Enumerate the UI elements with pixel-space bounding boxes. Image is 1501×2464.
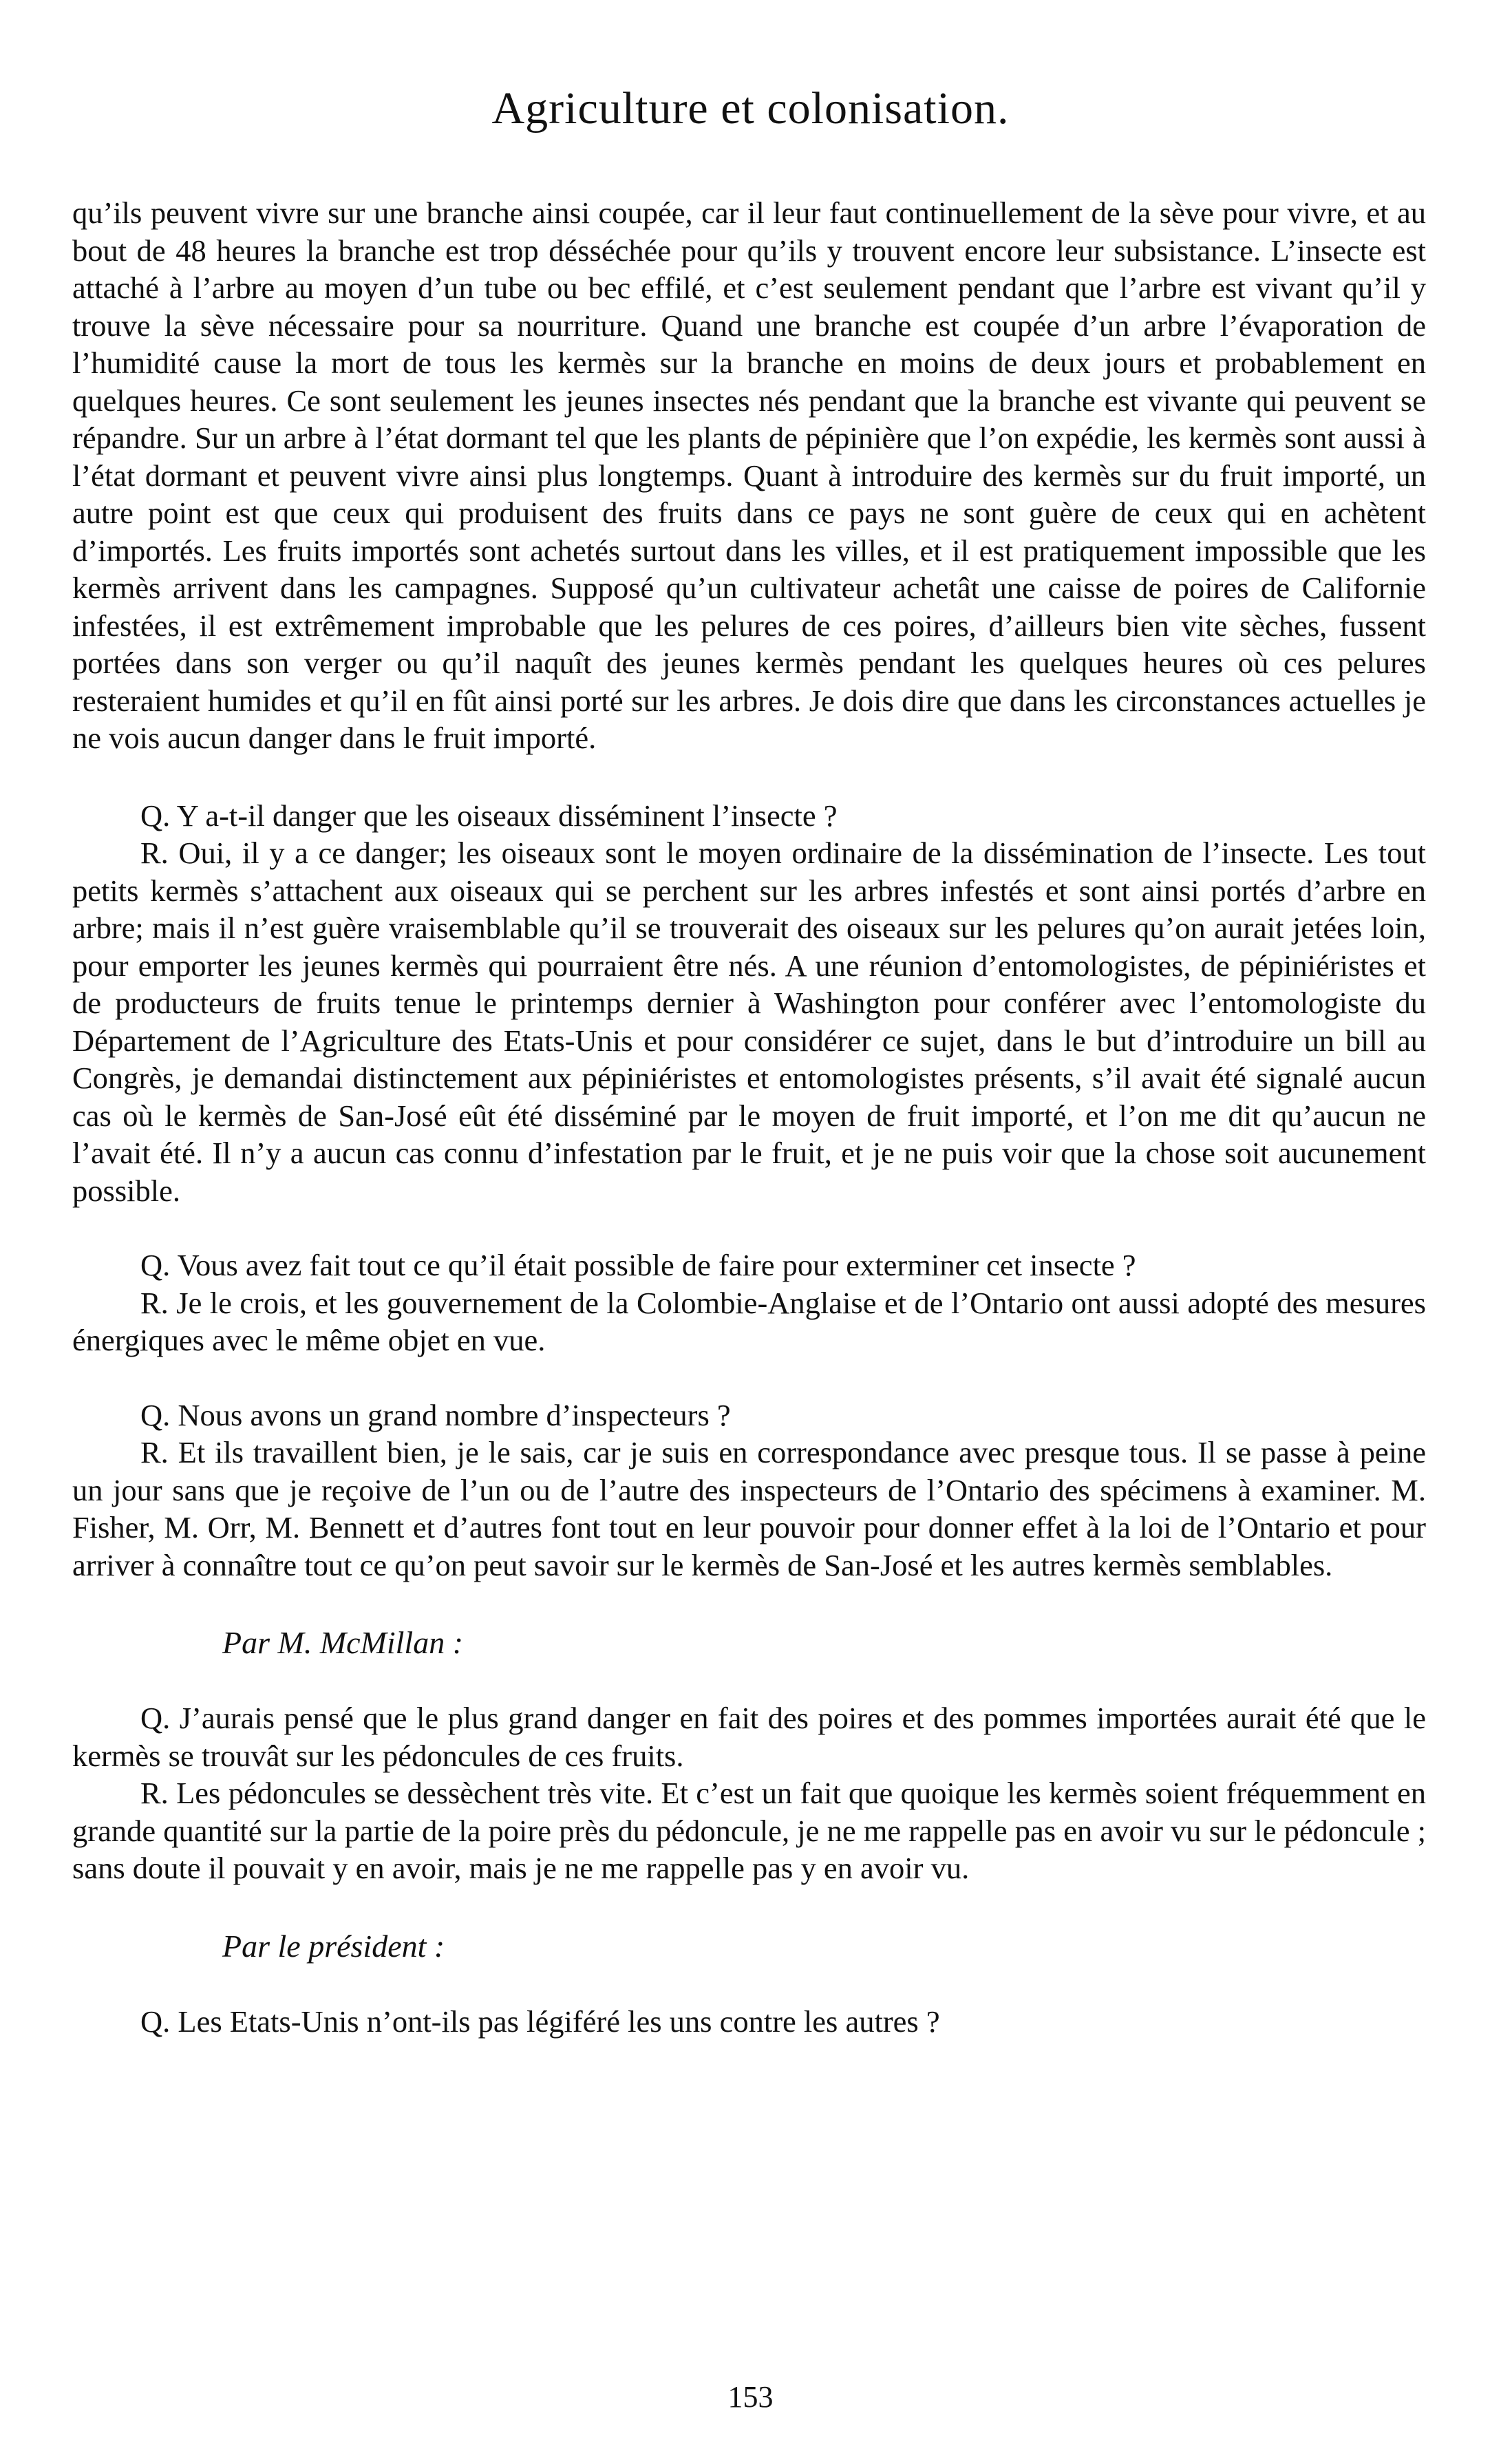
body-text	[72, 194, 1426, 2040]
question-inspectors: Q. Nous avons un grand nombre d’inspecteurs ?	[140, 1397, 731, 1432]
paragraph-continuation: qu’ils peuvent vivre sur une branche ainsi coupée, car il leur faut continuellement de la sève pour vivre, et au bout de 48 heures la branche est trop désséchée pour qu’ils y trouvent encore leur subsistance. L’insecte est attaché à l’arbre au moyen d’un tube ou bec effilé, et c’est seulement pendant que l’arbre est vivant qu’il y trouve la sève nécessaire pour sa nourriture. Quand une branche est coupée d’un arbre l’évaporation de l’humidité cause la mort de tous les kermès sur la branche en moins de deux jours et probablement en quelques heures. Ce sont seulement les jeunes insectes nés pendant que la branche est vivante qui peuvent se répandre. Sur un arbre à l’état dormant tel que les plants de pépinière que l’on expédie, les kermès sont aussi à l’état dormant et peuvent vivre ainsi plus longtemps. Quant à introduire des kermès sur du fruit importé, un autre point est que ceux qui produisent des fruits dans ce pays ne sont guère de ceux qui en achètent d’importés. Les fruits importés sont achetés surtout dans les villes, et il est pratiquement impossible que les kermès arrivent dans les campagnes. Supposé qu’un cultivateur achetât une caisse de poires de Californie infestées, il est extrêmement improbable que les pelures de ces poires, d’ailleurs bien vite sèches, fussent portées dans son verger ou qu’il naquît des jeunes kermès pendant les quelques heures où ces pelures resteraient humides et qu’il en fût ainsi porté sur les arbres. Je dois dire que dans les circonstances actuelles je ne vois aucun danger dans le fruit importé.	[72, 195, 1426, 755]
answer-stems: R. Les pédoncules se dessèchent très vite. Et c’est un fait que quoique les kermès soient fréquemment en grande quantité sur la partie de la poire près du pédoncule, je ne me rappelle pas en avoir vu sur le pédoncule ; sans doute il pouvait y en avoir, mais je ne me rappelle pas y en avoir vu.	[72, 1776, 1426, 1885]
question-legislation: Q. Les Etats-Unis n’ont-ils pas légiféré les uns contre les autres ?	[140, 2004, 940, 2039]
answer-exterminate: R. Je le crois, et les gouvernement de la Colombie-Anglaise et de l’Ontario ont aussi adopté des mesures énergiques avec le même objet en vue.	[72, 1285, 1426, 1357]
speaker-president: Par le président :	[222, 1928, 445, 1964]
answer-birds: R. Oui, il y a ce danger; les oiseaux sont le moyen ordinaire de la dissémination de l’insecte. Les tout petits kermès s’attachent aux oiseaux qui se perchent sur les arbres infestés et sont ainsi portés d’arbre en arbre; mais il n’est guère vraisemblable qu’il se trouverait des oiseaux sur les pelures qu’on aurait jetées loin, pour emporter les jeunes kermès qui pourraient être nés. A une réunion d’entomologistes, de pépiniéristes et de producteurs de fruits tenue le printemps dernier à Washington pour conférer avec l’entomologiste du Département de l’Agriculture des Etats-Unis et pour considérer ce sujet, dans le but d’introduire un bill au Congrès, je demandai distinctement aux pépiniéristes et entomologistes présents, s’il avait été signalé aucun cas où le kermès de San-José eût été disséminé par le moyen de fruit importé, et l’on me dit qu’aucun ne l’avait été. Il n’y a aucun cas connu d’infestation par le fruit, et je ne puis voir que la chose soit aucunement possible.	[72, 836, 1426, 1208]
answer-inspectors: R. Et ils travaillent bien, je le sais, car je suis en correspondance avec presque tous. Il se passe à peine un jour sans que je reçoive de l’un ou de l’autre des inspecteurs de l’Ontario des spécimens à examiner. M. Fisher, M. Orr, M. Bennett et d’autres font tout en leur pouvoir pour donner effet à la loi de l’Ontario et pour arriver à connaître tout ce qu’on peut savoir sur le kermès de San-José et les autres kermès semblables.	[72, 1435, 1426, 1582]
running-head: Agriculture et colonisation.	[491, 83, 1010, 134]
question-stems: Q. J’aurais pensé que le plus grand danger en fait des poires et des pommes importées aurait été que le kermès se trouvât sur les pédoncules de ces fruits.	[72, 1701, 1426, 1773]
page-number: 153	[727, 2380, 774, 2414]
question-birds: Q. Y a-t-il danger que les oiseaux disséminent l’insecte ?	[140, 798, 838, 833]
speaker-mcmillan: Par M. McMillan :	[222, 1625, 464, 1660]
question-exterminate: Q. Vous avez fait tout ce qu’il était possible de faire pour exterminer cet insecte ?	[140, 1248, 1136, 1282]
